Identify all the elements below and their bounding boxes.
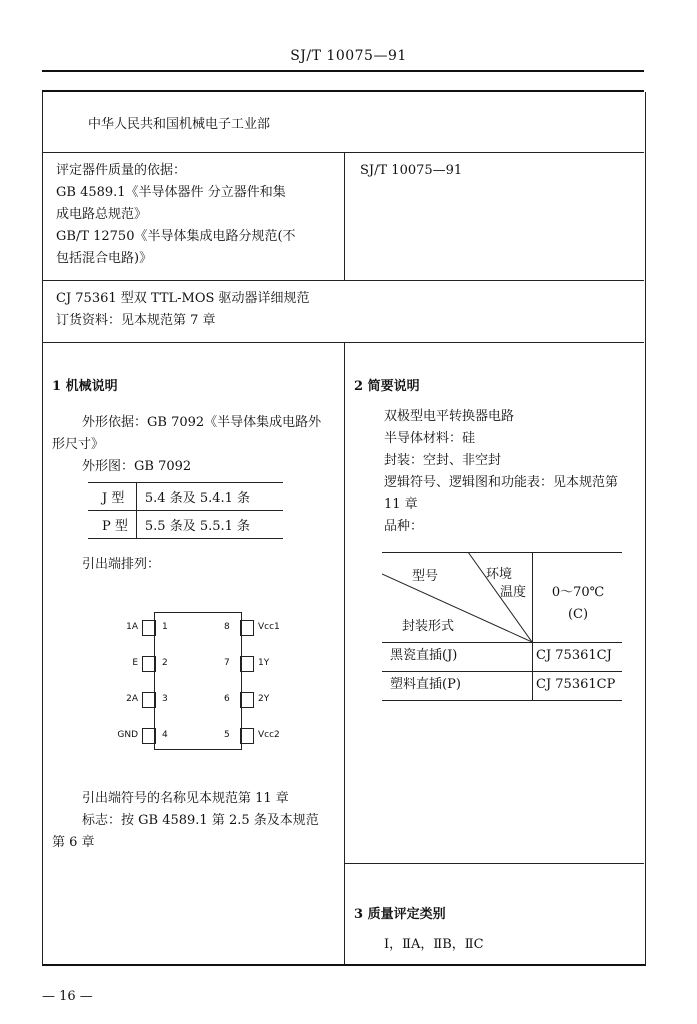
- spec-title: [56, 288, 310, 332]
- brief-line: 11 章: [384, 497, 418, 512]
- quality-categories: Ⅰ，ⅡA，ⅡB，ⅡC: [384, 937, 484, 952]
- basis-line: GB/T 12750《半导体集成电路分规范(不: [56, 229, 296, 244]
- pin-number-1: 1: [162, 622, 168, 632]
- rule-title: [42, 342, 644, 343]
- pin-note: 引出端符号的名称见本规范第 11 章: [82, 791, 289, 806]
- pin-label-gnd: GND: [117, 730, 138, 740]
- issuer: 中华人民共和国机械电子工业部: [88, 117, 271, 132]
- pin-1: [142, 620, 156, 636]
- header-pkg: 封装形式: [402, 619, 455, 634]
- table-row-rule: [382, 671, 622, 672]
- pin-number-3: 3: [162, 694, 168, 704]
- title-line-2: 订货资料：见本规范第 7 章: [56, 313, 216, 328]
- pkg-plastic: 塑料直插(P): [390, 677, 461, 692]
- brief-line: 逻辑符号、逻辑图和功能表：见本规范第: [384, 475, 619, 490]
- pin-3: [142, 692, 156, 708]
- section1-heading: 1 机械说明: [52, 379, 118, 394]
- brief-line: 封装：空封、非空封: [384, 453, 502, 468]
- header-env: 环境: [486, 567, 513, 582]
- model-cj: CJ 75361CJ: [536, 648, 612, 663]
- section3-heading: 3 质量评定类别: [354, 907, 446, 922]
- variety-table: [382, 552, 624, 700]
- pkg-ceramic: 黑瓷直插(J): [390, 648, 458, 663]
- outline-ref: 5.5 条及 5.5.1 条: [136, 511, 283, 539]
- temp-range: 0～70℃: [551, 585, 605, 600]
- brief-line: 双极型电平转换器电路: [384, 409, 515, 424]
- pin-2: [142, 656, 156, 672]
- table-row: [88, 511, 283, 539]
- table-header-rule: [382, 642, 622, 643]
- header-temp: 温度: [500, 585, 527, 600]
- pin-number-6: 6: [224, 694, 230, 704]
- model-cp: CJ 75361CP: [536, 677, 616, 692]
- section2-heading: 2 简要说明: [354, 379, 420, 394]
- rule-issuer: [42, 152, 644, 153]
- header-standard-no: SJ/T 10075—91: [290, 48, 407, 64]
- pin-label-vcc2: Vcc2: [258, 730, 280, 740]
- pin-number-5: 5: [224, 730, 230, 740]
- pin-number-8: 8: [224, 622, 230, 632]
- pin-label-1a: 1A: [126, 622, 138, 632]
- pin-diagram: [118, 612, 278, 752]
- header-rule: [42, 70, 644, 72]
- outline-type: J 型: [88, 483, 136, 511]
- outline-type: P 型: [88, 511, 136, 539]
- table-bottom-rule: [382, 700, 622, 701]
- basis-doc-no: SJ/T 10075—91: [360, 163, 463, 178]
- outline-table: [88, 482, 283, 539]
- pin-6: [240, 692, 254, 708]
- pin-arrangement-label: 引出端排列：: [82, 557, 161, 572]
- basis-line: 成电路总规范》: [56, 207, 148, 222]
- outline-basis-line2: 形尺寸》: [52, 437, 105, 452]
- outline-figure: 外形图：GB 7092: [82, 459, 192, 474]
- brief-line: 品种：: [384, 519, 424, 534]
- page-number: — 16 —: [42, 989, 93, 1004]
- pin-label-1y: 1Y: [258, 658, 270, 668]
- pin-8: [240, 620, 254, 636]
- pin-5: [240, 728, 254, 744]
- basis-line: 评定器件质量的依据：: [56, 163, 187, 178]
- brief-line: 半导体材料：硅: [384, 431, 476, 446]
- basis-line: 包括混合电路)》: [56, 251, 153, 266]
- temp-code: (C): [567, 607, 589, 622]
- marking-line2: 第 6 章: [52, 835, 95, 850]
- outline-basis-line1: 外形依据：GB 7092《半导体集成电路外: [82, 415, 322, 430]
- divider-basis: [344, 152, 345, 280]
- pin-label-2y: 2Y: [258, 694, 270, 704]
- title-line-1: CJ 75361 型双 TTL-MOS 驱动器详细规范: [56, 291, 310, 306]
- pin-7: [240, 656, 254, 672]
- pin-number-4: 4: [162, 730, 168, 740]
- pin-label-e: E: [132, 658, 138, 668]
- pin-number-7: 7: [224, 658, 230, 668]
- pin-label-2a: 2A: [126, 694, 138, 704]
- pin-label-vcc1: Vcc1: [258, 622, 280, 632]
- table-row: [88, 483, 283, 511]
- divider-main: [344, 342, 345, 964]
- marking-line1: 标志：按 GB 4589.1 第 2.5 条及本规范: [82, 813, 319, 828]
- section2-text: [384, 406, 618, 538]
- table-col-divider: [532, 552, 533, 700]
- basis-line: GB 4589.1《半导体器件 分立器件和集: [56, 185, 286, 200]
- rule-section3: [344, 863, 644, 864]
- pin-4: [142, 728, 156, 744]
- rule-basis: [42, 280, 644, 281]
- basis-block: [56, 160, 340, 270]
- pin-number-2: 2: [162, 658, 168, 668]
- header-type: 型号: [412, 569, 439, 584]
- outline-ref: 5.4 条及 5.4.1 条: [136, 483, 283, 511]
